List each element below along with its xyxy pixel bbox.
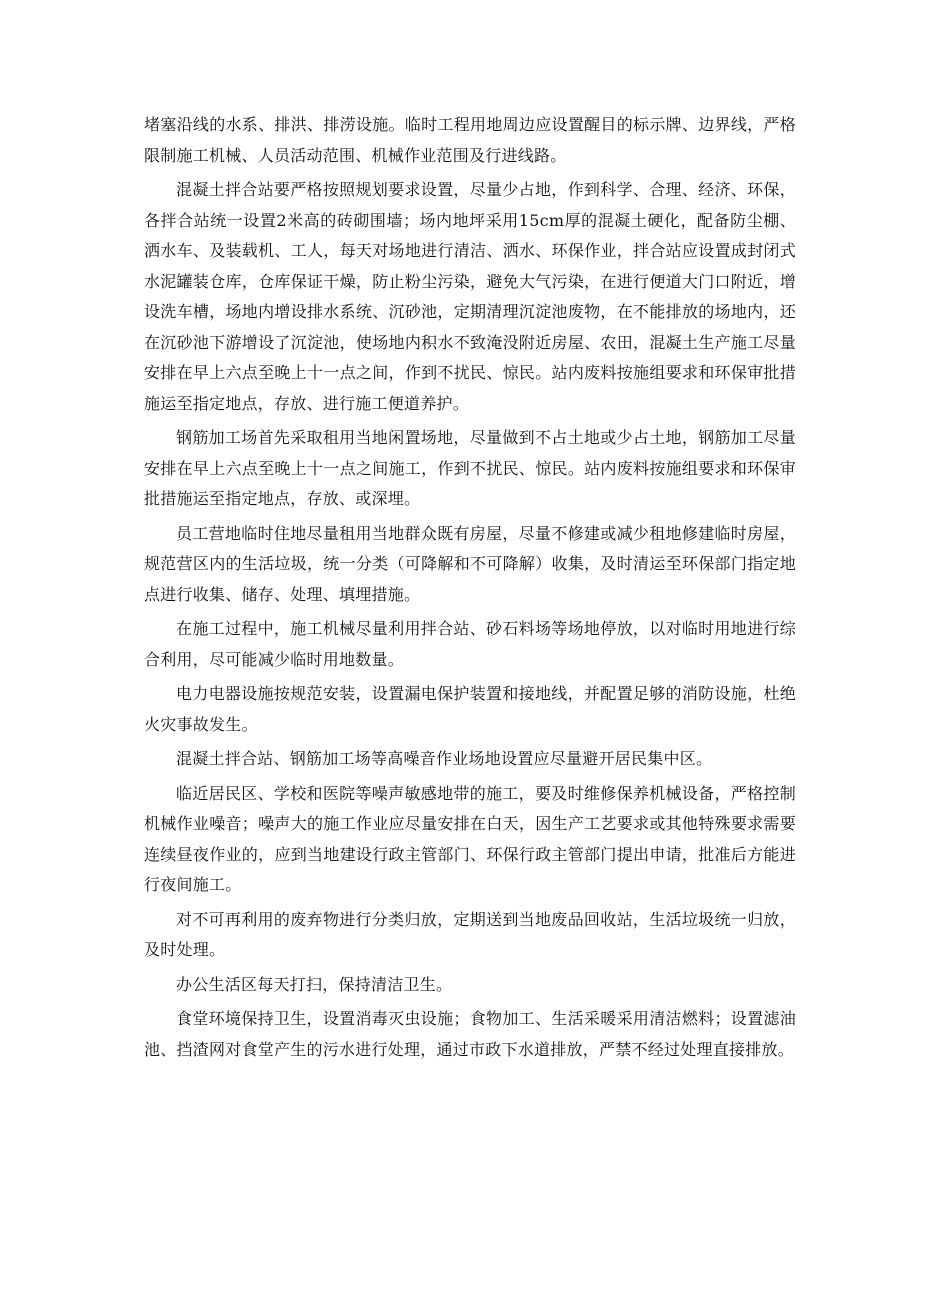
document-body [144,110,796,1065]
paragraph-office-cleaning: 办公生活区每天打扫，保持清洁卫生。 [176,974,453,994]
paragraph-noise-siting: 混凝土拌合站、钢筋加工场等高噪音作业场地设置应尽量避开居民集中区。 [176,749,713,768]
paragraph-staff-camp: 员工营地临时住地尽量租用当地群众既有房屋，尽量不修建或减少租地修建临时房屋，规范营区内的生活垃圾，统一分类（可降解和不可降解）收集，及时清运至环保部门指定地点进行收集、储存、处理、填埋措施。 [144,523,796,604]
paragraph-continuation: 堵塞沿线的水系、排洪、排涝设施。临时工程用地周边应设置醒目的标示牌、边界线，严格限制施工机械、人员活动范围、机械作业范围及行进线路。 [144,115,796,165]
paragraph-electrical-safety: 电力电器设施按规范安装，设置漏电保护装置和接地线，并配置足够的消防设施，杜绝火灾事故发生。 [144,684,796,734]
paragraph-noise-control: 临近居民区、学校和医院等噪声敏感地带的施工，要及时维修保养机械设备，严格控制机械作业噪音；噪声大的施工作业应尽量安排在白天，因生产工艺要求或其他特殊要求需要连续昼夜作业的，应到当地建设行政主管部门、环保行政主管部门提出申请，批准后方能进行夜间施工。 [144,783,796,894]
paragraph-machinery-parking: 在施工过程中，施工机械尽量利用拌合站、砂石料场等场地停放，以对临时用地进行综合利用，尽可能减少临时用地数量。 [144,619,796,669]
paragraph-rebar-yard: 钢筋加工场首先采取租用当地闲置场地，尽量做到不占土地或少占土地，钢筋加工尽量安排在早上六点至晚上十一点之间施工，作到不扰民、惊民。站内废料按施组要求和环保审批措施运至指定地点，存放、或深埋。 [144,428,796,508]
paragraph-waste-disposal: 对不可再利用的废弃物进行分类归放，定期送到当地废品回收站，生活垃圾统一归放，及时处理。 [144,909,796,959]
paragraph-mixing-station: 混凝土拌合站要严格按照规划要求设置，尽量少占地，作到科学、合理、经济、环保，各拌合站统一设置2米高的砖砌围墙；场内地坪采用15cm厚的混凝土硬化，配备防尘棚、洒水车、及装载机、工人，每天对场地进行清洁、洒水、环保作业，拌合站应设置成封闭式水泥罐装仓库，仓库保证干燥，防止粉尘污染，避免大气污染，在进行便道大门口附近，增设洗车槽，场地内增设排水系统、沉砂池，定期清理沉淀池废物，在不能排放的场地内，还在沉砂池下游增设了沉淀池，使场地内积水不致淹没附近房屋、农田，混凝土生产施工尽量安排在早上六点至晚上十一点之间，作到不扰民、惊民。站内废料按施组要求和环保审批措施运至指定地点，存放、进行施工便道养护。 [144,180,796,413]
paragraph-canteen-hygiene: 食堂环境保持卫生，设置消毒灭虫设施；食物加工、生活采暖采用清洁燃料；设置滤油池、挡渣网对食堂产生的污水进行处理，通过市政下水道排放，严禁不经过处理直接排放。 [144,1009,796,1059]
